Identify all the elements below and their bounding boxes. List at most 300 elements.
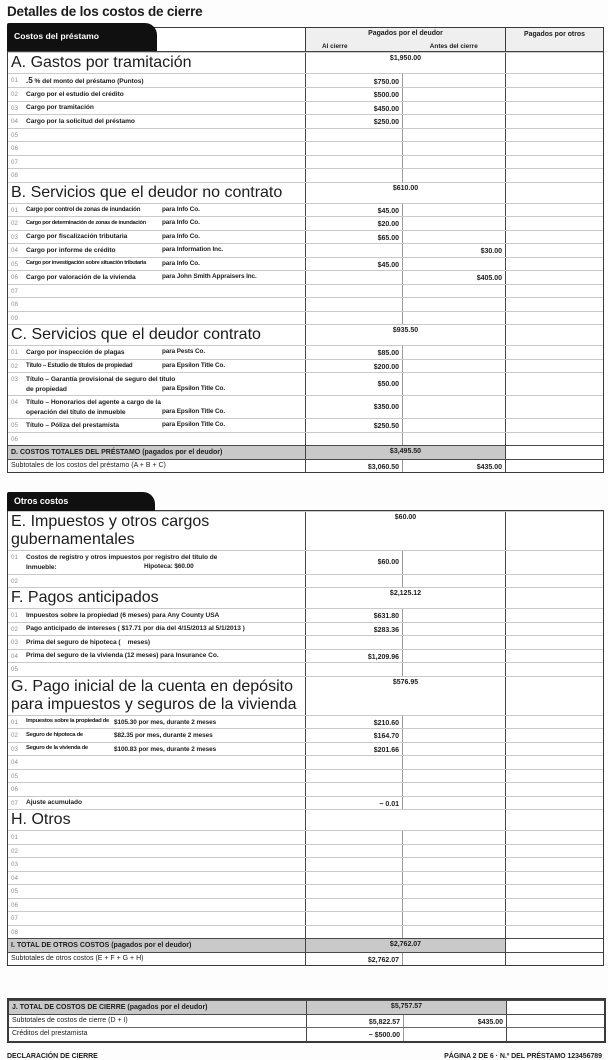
footer-form-name: DECLARACIÓN DE CIERRE [7,1052,98,1060]
amount-paid-by-others [505,899,603,912]
amount-at-closing: $1,209.96 [305,650,402,663]
closing-totals-rows [9,1000,604,1041]
line-number: 03 [11,745,18,753]
amount-before-closing [402,115,505,128]
line-item-row [8,311,603,325]
subtotal-label: Subtotales de otros costos (E + F + G + H) [11,954,144,962]
amount-before-closing [402,926,505,939]
section-header-row [8,511,603,550]
total-row [9,1000,604,1015]
amount-at-closing: $85.00 [305,346,402,359]
line-number: 06 [11,786,18,794]
section-label: G. Pago inicial de la cuenta en depósito para impuestos y seguros de la vivienda [11,677,297,713]
page-title: Detalles de los costos de cierre [7,4,203,19]
line-number: 04 [11,652,18,660]
section-total: $2,762.07 [305,939,505,952]
line-item-label: Título – Póliza del prestamista para Epsilon Title Co. [26,421,226,429]
fee-detail: $105.30 por mes, durante 2 meses [114,718,217,726]
line-item-label: Cargo por control de zonas de inundación para Info Co. [26,205,200,214]
line-item-row [8,844,603,858]
amount-before-closing [402,231,505,244]
line-item-label [26,664,303,675]
line-item-row [8,87,603,101]
line-item-row [8,608,603,622]
paid-by-others-cell [505,325,603,345]
line-number: 05 [11,888,18,896]
amount-before-closing [402,783,505,796]
amount-before-closing [402,623,505,636]
amount-at-closing [305,872,402,885]
line-item-label [26,913,303,924]
line-item-label [26,927,303,938]
line-number: 01 [11,77,18,84]
line-number: 05 [11,260,18,268]
amount-before-closing [402,953,505,966]
amount-paid-by-others [505,156,603,169]
section-header-row [8,676,603,715]
line-number: 06 [11,901,18,909]
amount-at-closing: $250.00 [305,115,402,128]
line-item-row [8,755,603,769]
line-item-label: Cargo por el estudio del crédito [26,90,124,98]
line-number: 02 [11,732,18,740]
section-label: C. Servicios que el deudor contrato [11,326,261,344]
line-number: 07 [11,287,18,295]
line-number: 02 [11,625,18,633]
section-header-row [8,587,603,608]
amount-paid-by-others [505,926,603,939]
amount-at-closing [305,244,402,257]
page-footer [7,1053,602,1060]
amount-at-closing [305,156,402,169]
amount-paid-by-others [506,1015,604,1028]
section-total: $1,950.00 [305,53,505,73]
line-number: 02 [11,220,18,228]
line-item-row [8,911,603,925]
amount-paid-by-others [505,716,603,729]
amount-at-closing: $200.00 [305,360,402,373]
paid-by-others-cell [505,183,603,203]
line-item-label [26,170,303,181]
line-item-label: Cargo por inspección de plagas para Pests Co. [26,348,205,356]
line-item-label [26,576,303,587]
payee-label: para Epsilon Title Co. [162,361,226,369]
subtotal-label: Subtotales de los costos del préstamo (A + B + C) [11,461,166,469]
payee-label: para Information Inc. [162,246,224,253]
amount-at-closing [305,142,402,155]
amount-at-closing [305,845,402,858]
line-item-row [8,243,603,257]
line-item-row [8,796,603,810]
subtotal-row [9,1015,604,1028]
subtotal-label: Subtotales de costos de cierre (D + I) [12,1016,128,1024]
amount-before-closing: $435.00 [403,1015,506,1028]
payee-label: para Epsilon Title Co. [162,384,226,392]
amount-at-closing: $5,822.57 [306,1015,403,1028]
loan-costs-tab: Costos del préstamo [7,23,157,51]
line-item-label [26,299,303,310]
amount-at-closing [305,575,402,588]
line-item-label: Seguro de la vivienda de $100.83 por mes, durante 2 meses [26,745,217,753]
line-item-row [8,662,603,676]
line-item-row [8,925,603,939]
amount-at-closing: $450.00 [305,102,402,115]
amount-before-closing [402,872,505,885]
line-item-label: Seguro de hipoteca de $82.35 por mes, durante 2 meses [26,731,213,740]
amount-at-closing [305,926,402,939]
amount-before-closing [402,360,505,373]
amount-paid-by-others [505,609,603,622]
line-item-label: Cargo por determinación de zonas de inundación para Info Co. [26,219,200,226]
line-item-row [8,203,603,217]
amount-at-closing: $45.00 [305,258,402,271]
amount-paid-by-others [505,797,603,810]
loan-costs-rows [8,52,603,472]
line-item-row [8,830,603,844]
line-number: 01 [11,554,18,562]
amount-before-closing [402,716,505,729]
amount-before-closing [402,650,505,663]
line-number: 04 [11,874,18,882]
section-total: $935.50 [305,325,505,345]
section-total: $3,495.50 [305,446,505,459]
line-number: 01 [11,206,18,214]
line-item-row [8,372,603,395]
paid-by-others-header: Pagados por otros [505,28,603,51]
line-item-row [8,297,603,311]
amount-before-closing [402,899,505,912]
other-costs-table [7,510,604,966]
amount-before-closing [402,636,505,649]
amount-paid-by-others [505,312,603,325]
amount-paid-by-others [506,1028,604,1041]
amount-at-closing: $65.00 [305,231,402,244]
amount-paid-by-others [505,244,603,257]
line-number: 07 [11,915,18,923]
payee-label: para Info Co. [162,259,200,267]
paid-by-others-cell [506,1001,604,1014]
line-item-row [8,769,603,783]
line-item-label [26,286,303,297]
fee-note: Hipoteca: $60.00 [144,562,194,570]
amount-paid-by-others [505,912,603,925]
amount-before-closing [402,419,505,432]
line-number: 09 [11,314,18,322]
line-item-row [8,230,603,244]
amount-paid-by-others [505,636,603,649]
line-item-label [26,313,303,324]
line-item-label [26,784,303,795]
amount-before-closing [402,858,505,871]
amount-at-closing: $250.50 [305,419,402,432]
section-header-row [8,324,603,345]
amount-before-closing [402,663,505,676]
line-item-label: .5 % del monto del préstamo (Puntos) [26,75,144,85]
amount-before-closing [402,285,505,298]
line-number: 01 [11,718,18,726]
payee-label: para John Smith Appraisers Inc. [162,273,257,280]
amount-at-closing [305,169,402,182]
amount-at-closing: $45.00 [305,204,402,217]
amount-paid-by-others [505,729,603,742]
section-label: D. COSTOS TOTALES DEL PRÉSTAMO (pagados por el deudor) [8,446,305,459]
line-item-label: Costos de registro y otros impuestos por registro del título de Inmueble: Hipoteca: $60.00 [26,553,218,571]
amount-paid-by-others [505,373,603,395]
section-label: A. Gastos por tramitación [11,54,192,71]
amount-at-closing [305,885,402,898]
amount-before-closing [402,373,505,395]
amount-paid-by-others [505,88,603,101]
line-item-row [8,550,603,573]
total-row [8,938,603,953]
line-number: 02 [11,577,18,585]
amount-paid-by-others [505,169,603,182]
amount-at-closing [305,783,402,796]
amount-before-closing [402,912,505,925]
line-item-row [8,73,603,87]
amount-at-closing [305,312,402,325]
amount-paid-by-others [505,231,603,244]
line-item-row [8,359,603,373]
amount-paid-by-others [505,650,603,663]
section-label: I. TOTAL DE OTROS COSTOS (pagados por el deudor) [8,939,305,952]
line-item-label [26,157,303,168]
amount-before-closing [402,88,505,101]
amount-at-closing: $60.00 [305,551,402,573]
amount-paid-by-others [505,858,603,871]
subtotal-label: Créditos del prestamista [12,1030,88,1038]
amount-at-closing [305,831,402,844]
amount-at-closing: $201.66 [305,743,402,756]
line-number: 07 [11,158,18,166]
amount-before-closing [402,312,505,325]
section-header-row [8,52,603,73]
line-item-row [8,345,603,359]
line-item-row [8,574,603,588]
line-number: 03 [11,639,18,647]
amount-paid-by-others [505,129,603,142]
line-item-label [26,846,303,857]
amount-paid-by-others [505,663,603,676]
amount-paid-by-others [505,885,603,898]
amount-at-closing [305,271,402,284]
line-item-row [8,432,603,446]
line-item-label [26,859,303,870]
line-item-label [26,886,303,897]
line-item-row [8,782,603,796]
amount-at-closing: $350.00 [305,396,402,418]
line-item-row [8,257,603,271]
line-item-label: Título – Honorarios del agente a cargo de la operación del título de inmueble para Epsilon Title Co. [26,398,226,416]
line-item-label [26,900,303,911]
section-label: E. Impuestos y otros cargos gubernamentales [11,513,210,549]
paid-by-others-cell [505,677,603,715]
amount-at-closing: $631.80 [305,609,402,622]
line-number: 06 [11,274,18,282]
amount-before-closing [402,396,505,418]
amount-before-closing [402,102,505,115]
paid-by-others-cell [505,588,603,608]
amount-before-closing [402,258,505,271]
amount-paid-by-others [505,204,603,217]
section-total [305,810,505,830]
filled-value: .5 [26,75,33,85]
closing-totals-table [7,998,606,1043]
amount-before-closing [402,74,505,87]
line-item-row [8,728,603,742]
amount-at-closing [305,899,402,912]
line-item-label [26,143,303,154]
amount-before-closing [402,169,505,182]
paid-by-others-cell [505,512,603,550]
amount-before-closing [402,217,505,230]
section-total: $576.95 [305,677,505,715]
line-number: 04 [11,759,18,767]
line-number: 01 [11,834,18,842]
fee-detail: $82.35 por mes, durante 2 meses [114,732,213,740]
amount-before-closing [402,346,505,359]
fee-detail: $100.83 por mes, durante 2 meses [114,745,217,753]
amount-at-closing [305,129,402,142]
amount-at-closing: $164.70 [305,729,402,742]
line-item-label: Cargo por investigación sobre situación tributaria para Info Co. [26,259,200,267]
line-item-label: Cargo por informe de crédito para Information Inc. [26,246,224,254]
amount-paid-by-others [505,298,603,311]
amount-paid-by-others [505,551,603,573]
line-item-label: Impuestos sobre la propiedad (6 meses) para Any County USA [26,611,220,619]
other-costs-rows [8,511,603,965]
amount-paid-by-others [505,575,603,588]
payee-label: para Info Co. [162,205,200,213]
paid-by-others-cell [505,939,603,952]
amount-paid-by-others [505,74,603,87]
line-item-label: Cargo por valoración de la vivienda para John Smith Appraisers Inc. [26,273,257,281]
section-header-row [8,182,603,203]
amount-before-closing: $30.00 [402,244,505,257]
amount-paid-by-others [505,419,603,432]
amount-before-closing [402,885,505,898]
section-total: $2,125.12 [305,588,505,608]
amount-paid-by-others [505,102,603,115]
other-costs-tab: Otros costos [7,492,155,511]
line-item-row [8,395,603,418]
line-number: 05 [11,131,18,139]
section-total: $610.00 [305,183,505,203]
amount-paid-by-others [505,142,603,155]
amount-at-closing [305,770,402,783]
amount-at-closing [305,912,402,925]
line-item-row [8,635,603,649]
line-number: 08 [11,172,18,180]
subtotal-row [8,460,603,473]
amount-before-closing [402,433,505,446]
payee-label: para Epsilon Title Co. [162,407,226,415]
line-item-row [8,114,603,128]
amount-before-closing [402,770,505,783]
line-number: 04 [11,247,18,255]
amount-at-closing [305,285,402,298]
line-item-row [8,284,603,298]
line-number: 06 [11,145,18,153]
amount-at-closing: $750.00 [305,74,402,87]
before-closing-label: Antes del cierre [429,43,478,50]
total-row [8,445,603,460]
line-number: 01 [11,349,18,357]
amount-before-closing [402,156,505,169]
payee-label: para Epsilon Title Co. [162,421,226,429]
line-item-row [8,857,603,871]
line-item-label: Prima del seguro de la vivienda (12 meses) para Insurance Co. [26,652,219,660]
line-item-label [26,434,303,445]
amount-at-closing: $283.36 [305,623,402,636]
line-item-row [8,871,603,885]
payee-label: para Info Co. [162,219,200,226]
amount-paid-by-others [505,831,603,844]
payee-label: para Info Co. [162,232,200,240]
amount-at-closing [305,298,402,311]
section-label: J. TOTAL DE COSTOS DE CIERRE (pagados por el deudor) [9,1001,306,1014]
amount-paid-by-others [505,743,603,756]
line-number: 05 [11,772,18,780]
payee-label: para Pests Co. [162,348,205,355]
line-number: 02 [11,362,18,370]
amount-paid-by-others [505,460,603,473]
line-item-label [26,873,303,884]
footer-page-number: PÁGINA 2 DE 6 · N.º DEL PRÉSTAMO 123456789 [444,1052,602,1060]
line-item-label: Cargo por fiscalización tributaria para Info Co. [26,232,200,241]
line-item-label [26,130,303,141]
amount-paid-by-others [505,623,603,636]
line-number: 08 [11,301,18,309]
line-item-row [8,715,603,729]
amount-paid-by-others [505,756,603,769]
amount-before-closing [402,845,505,858]
loan-costs-table-header [8,28,603,52]
amount-before-closing [402,129,505,142]
amount-at-closing: $20.00 [305,217,402,230]
line-item-row [8,418,603,432]
line-item-row [8,898,603,912]
line-number: 07 [11,799,18,807]
amount-at-closing [305,433,402,446]
paid-by-borrower-label: Pagados por el deudor [368,30,443,37]
line-number: 03 [11,376,18,384]
amount-paid-by-others [505,953,603,966]
line-item-label: Prima del seguro de hipoteca ( meses) [26,638,151,646]
section-label: F. Pagos anticipados [11,589,159,607]
subtotal-row [8,953,603,966]
amount-paid-by-others [505,360,603,373]
amount-before-closing [402,575,505,588]
line-item-row [8,155,603,169]
amount-before-closing [402,298,505,311]
line-item-label: Título – Estudio de títulos de propiedad para Epsilon Title Co. [26,361,226,370]
amount-before-closing [402,609,505,622]
amount-at-closing [305,858,402,871]
amount-at-closing: $500.00 [305,88,402,101]
amount-before-closing [402,743,505,756]
amount-at-closing: $210.60 [305,716,402,729]
line-number: 03 [11,104,18,112]
line-item-row [8,168,603,182]
amount-paid-by-others [505,285,603,298]
amount-paid-by-others [505,770,603,783]
amount-before-closing [402,551,505,573]
amount-at-closing: − $500.00 [306,1028,403,1041]
paid-by-borrower-header [305,28,505,51]
line-number: 02 [11,91,18,99]
line-number: 03 [11,233,18,241]
